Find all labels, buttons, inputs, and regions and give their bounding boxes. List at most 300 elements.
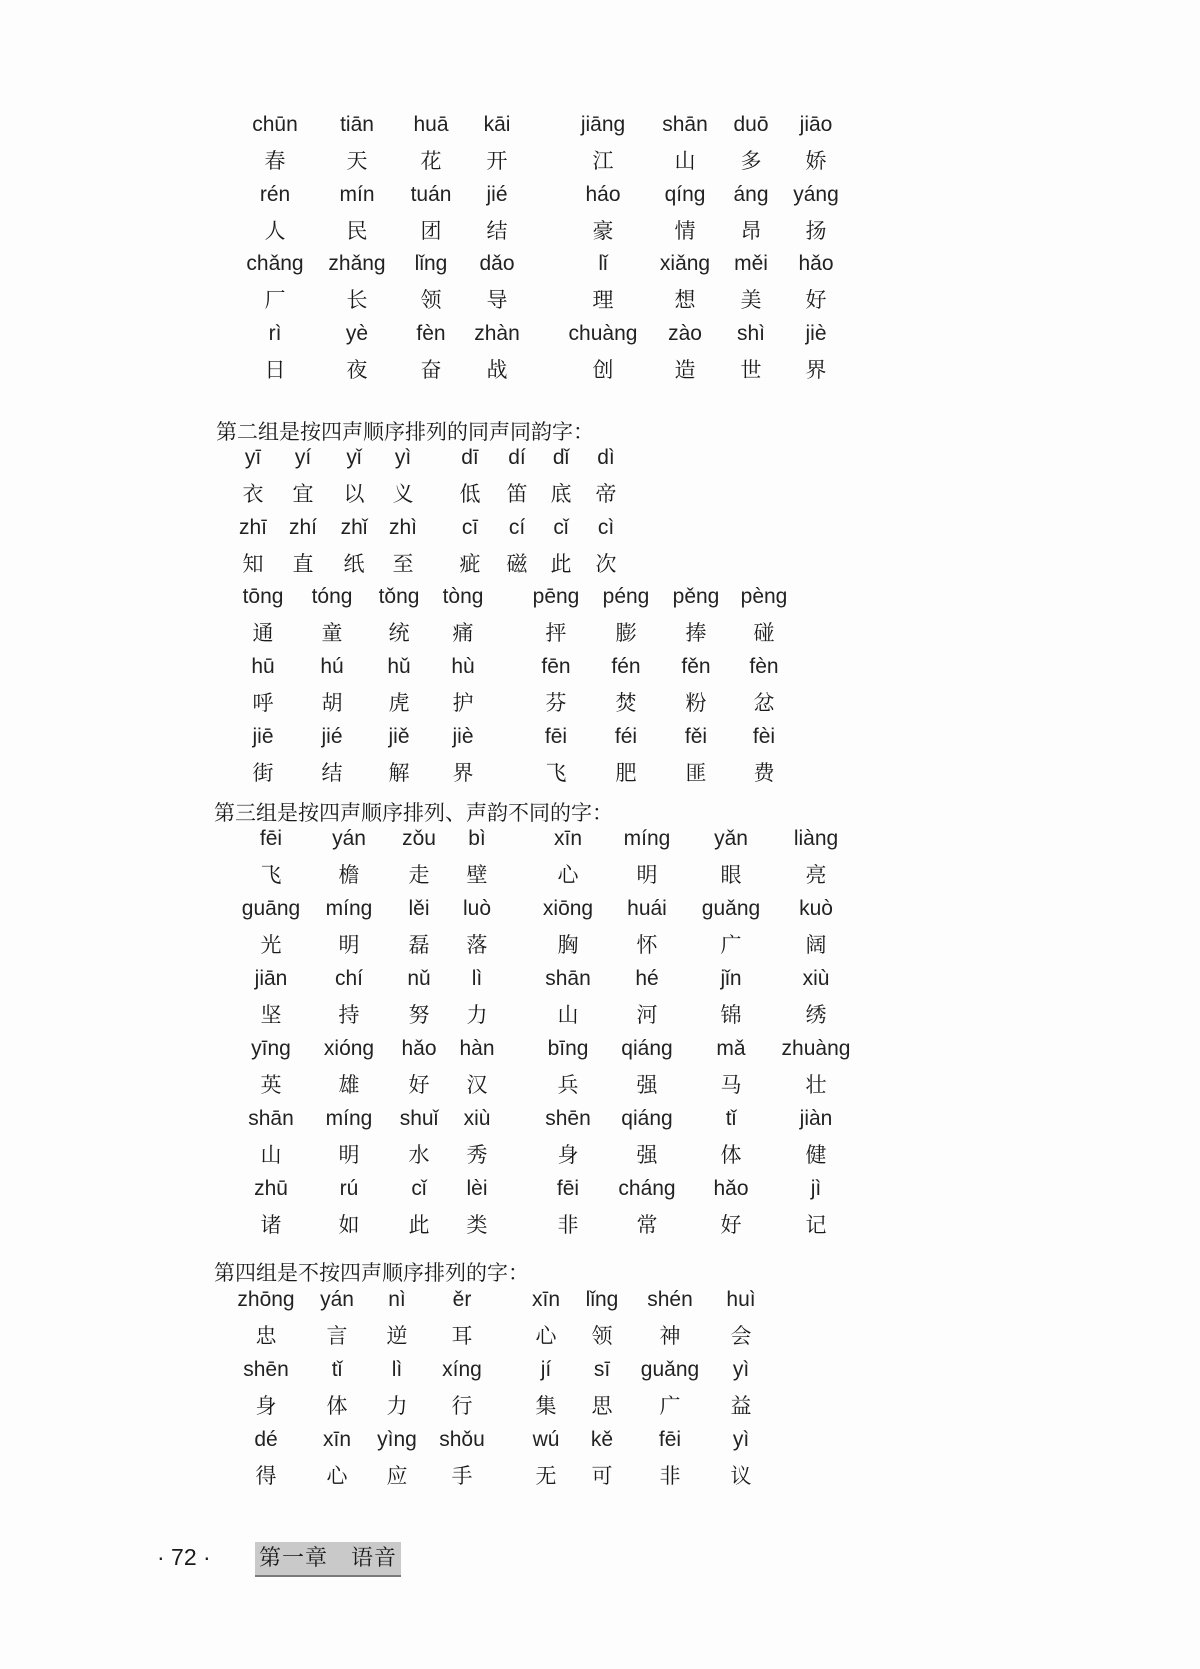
- pinyin-syllable: kāi: [483, 113, 511, 136]
- hanzi-character: 兵: [557, 1073, 579, 1097]
- pinyin-row: [0, 722, 1200, 752]
- pinyin-syllable: hàn: [459, 1037, 495, 1060]
- hanzi-character: 怀: [636, 933, 658, 957]
- pinyin-syllable: fēn: [541, 655, 571, 678]
- hanzi-row: [0, 1140, 1200, 1170]
- hanzi-character: 战: [486, 358, 508, 382]
- pinyin-syllable: fén: [611, 655, 641, 678]
- hanzi-character: 类: [466, 1213, 488, 1237]
- hanzi-character: 言: [326, 1324, 348, 1348]
- pinyin-syllable: péng: [602, 585, 650, 608]
- hanzi-character: 童: [321, 621, 343, 645]
- pinyin-syllable: tóng: [311, 585, 353, 608]
- pinyin-row: [0, 1425, 1200, 1455]
- pinyin-syllable: lěi: [408, 897, 430, 920]
- pinyin-row: [0, 1174, 1200, 1204]
- pinyin-row: [0, 824, 1200, 854]
- pinyin-syllable: fèn: [416, 322, 446, 345]
- pinyin-syllable: tòng: [442, 585, 484, 608]
- pinyin-syllable: sī: [593, 1358, 611, 1381]
- pinyin-syllable: shān: [662, 113, 708, 136]
- hanzi-character: 马: [720, 1073, 742, 1097]
- hanzi-character: 可: [591, 1464, 613, 1488]
- hanzi-character: 行: [451, 1394, 473, 1418]
- pinyin-syllable: zhì: [388, 516, 418, 539]
- hanzi-row: [0, 549, 1200, 579]
- hanzi-character: 身: [557, 1143, 579, 1167]
- pinyin-row: [0, 180, 1200, 210]
- hanzi-character: 理: [592, 288, 614, 312]
- hanzi-character: 美: [740, 288, 762, 312]
- hanzi-character: 界: [805, 358, 827, 382]
- pinyin-syllable: guǎng: [701, 897, 761, 920]
- pinyin-row: [0, 964, 1200, 994]
- hanzi-character: 此: [408, 1213, 430, 1237]
- pinyin-row: [0, 1104, 1200, 1134]
- pinyin-syllable: lèi: [466, 1177, 488, 1200]
- hanzi-character: 议: [730, 1464, 752, 1488]
- pinyin-syllable: fěn: [681, 655, 711, 678]
- pinyin-syllable: yán: [320, 1288, 354, 1311]
- pinyin-syllable: yì: [394, 446, 412, 469]
- hanzi-character: 磊: [408, 933, 430, 957]
- hanzi-character: 身: [255, 1394, 277, 1418]
- pinyin-syllable: qiáng: [621, 1037, 673, 1060]
- hanzi-character: 痛: [452, 621, 474, 645]
- hanzi-row: [0, 285, 1200, 315]
- pinyin-syllable: hǎo: [401, 1037, 437, 1060]
- hanzi-row: [0, 1000, 1200, 1030]
- hanzi-character: 以: [343, 482, 365, 506]
- pinyin-row: [0, 1034, 1200, 1064]
- hanzi-character: 非: [659, 1464, 681, 1488]
- pinyin-syllable: dǎo: [479, 252, 515, 275]
- hanzi-character: 广: [720, 933, 742, 957]
- pinyin-syllable: xiù: [802, 967, 830, 990]
- hanzi-character: 次: [595, 552, 617, 576]
- pinyin-syllable: cǐ: [553, 516, 569, 539]
- hanzi-character: 笛: [506, 482, 528, 506]
- hanzi-character: 好: [805, 288, 827, 312]
- pinyin-syllable: liàng: [793, 827, 839, 850]
- group-heading: 第二组是按四声顺序排列的同声同韵字：: [216, 420, 594, 444]
- pinyin-syllable: guāng: [241, 897, 301, 920]
- group-heading: 第三组是按四声顺序排列、声韵不同的字：: [214, 801, 613, 825]
- hanzi-character: 解: [388, 761, 410, 785]
- pinyin-syllable: pēng: [532, 585, 580, 608]
- hanzi-character: 碰: [753, 621, 775, 645]
- hanzi-character: 光: [260, 933, 282, 957]
- hanzi-row: [0, 1321, 1200, 1351]
- hanzi-character: 娇: [805, 149, 827, 173]
- hanzi-row: [0, 860, 1200, 890]
- hanzi-character: 衣: [242, 482, 264, 506]
- pinyin-syllable: shēn: [243, 1358, 289, 1381]
- hanzi-character: 创: [592, 358, 614, 382]
- hanzi-character: 强: [636, 1143, 658, 1167]
- pinyin-syllable: jiè: [805, 322, 827, 345]
- hanzi-character: 无: [535, 1464, 557, 1488]
- hanzi-character: 眼: [720, 863, 742, 887]
- pinyin-syllable: tǒng: [378, 585, 420, 608]
- hanzi-character: 明: [338, 1143, 360, 1167]
- hanzi-character: 界: [452, 761, 474, 785]
- hanzi-character: 壁: [466, 863, 488, 887]
- pinyin-syllable: dǐ: [552, 446, 570, 469]
- hanzi-character: 情: [674, 219, 696, 243]
- pinyin-syllable: bīng: [547, 1037, 589, 1060]
- pinyin-syllable: yáng: [793, 183, 839, 206]
- hanzi-character: 世: [740, 358, 762, 382]
- pinyin-syllable: fèi: [752, 725, 776, 748]
- hanzi-character: 抨: [545, 621, 567, 645]
- pinyin-syllable: fèn: [749, 655, 779, 678]
- pinyin-syllable: fēi: [658, 1428, 682, 1451]
- hanzi-character: 常: [636, 1213, 658, 1237]
- pinyin-syllable: cì: [597, 516, 615, 539]
- hanzi-character: 人: [264, 219, 286, 243]
- pinyin-syllable: wú: [532, 1428, 560, 1451]
- pinyin-syllable: yè: [345, 322, 369, 345]
- hanzi-character: 长: [346, 288, 368, 312]
- hanzi-character: 好: [408, 1073, 430, 1097]
- pinyin-syllable: bì: [468, 827, 486, 850]
- hanzi-character: 体: [720, 1143, 742, 1167]
- pinyin-syllable: chūn: [252, 113, 298, 136]
- pinyin-syllable: shuǐ: [399, 1107, 439, 1130]
- hanzi-character: 想: [674, 288, 696, 312]
- pinyin-row: [0, 894, 1200, 924]
- hanzi-character: 造: [674, 358, 696, 382]
- pinyin-syllable: dí: [508, 446, 526, 469]
- hanzi-character: 江: [592, 149, 614, 173]
- hanzi-character: 力: [466, 1003, 488, 1027]
- hanzi-character: 领: [420, 288, 442, 312]
- hanzi-row: [0, 930, 1200, 960]
- hanzi-character: 厂: [264, 288, 286, 312]
- hanzi-character: 持: [338, 1003, 360, 1027]
- hanzi-character: 纸: [343, 552, 365, 576]
- group-heading: 第四组是不按四声顺序排列的字：: [214, 1261, 529, 1285]
- pinyin-syllable: luò: [462, 897, 492, 920]
- pinyin-syllable: dé: [254, 1428, 278, 1451]
- pinyin-syllable: yǐ: [346, 446, 362, 469]
- pinyin-syllable: fēi: [544, 725, 568, 748]
- page-number: · 72 ·: [157, 1544, 211, 1570]
- hanzi-row: [0, 1070, 1200, 1100]
- hanzi-character: 宜: [292, 482, 314, 506]
- hanzi-character: 坚: [260, 1003, 282, 1027]
- pinyin-syllable: chǎng: [246, 252, 304, 275]
- hanzi-character: 胡: [321, 691, 343, 715]
- pinyin-syllable: xióng: [323, 1037, 375, 1060]
- pinyin-syllable: zhōng: [237, 1288, 295, 1311]
- pinyin-syllable: chuàng: [568, 322, 638, 345]
- pinyin-syllable: xīn: [553, 827, 583, 850]
- hanzi-character: 低: [459, 482, 481, 506]
- pinyin-syllable: yīng: [251, 1037, 291, 1060]
- pinyin-syllable: qíng: [664, 183, 706, 206]
- hanzi-character: 街: [252, 761, 274, 785]
- hanzi-character: 檐: [338, 863, 360, 887]
- pinyin-syllable: míng: [325, 897, 373, 920]
- pinyin-syllable: háo: [585, 183, 621, 206]
- hanzi-character: 扬: [805, 219, 827, 243]
- hanzi-character: 忠: [255, 1324, 277, 1348]
- hanzi-character: 秀: [466, 1143, 488, 1167]
- pinyin-syllable: jié: [486, 183, 508, 206]
- pinyin-syllable: jié: [321, 725, 343, 748]
- pinyin-syllable: zhī: [238, 516, 268, 539]
- pinyin-syllable: lì: [471, 967, 483, 990]
- pinyin-syllable: lǐng: [414, 252, 448, 275]
- pinyin-syllable: xīn: [531, 1288, 561, 1311]
- pinyin-syllable: lǐng: [585, 1288, 619, 1311]
- hanzi-row: [0, 216, 1200, 246]
- pinyin-row: [0, 249, 1200, 279]
- hanzi-character: 匪: [685, 761, 707, 785]
- pinyin-syllable: huā: [413, 113, 449, 136]
- pinyin-row: [0, 1285, 1200, 1315]
- pinyin-syllable: huì: [726, 1288, 756, 1311]
- hanzi-character: 好: [720, 1213, 742, 1237]
- hanzi-character: 义: [392, 482, 414, 506]
- pinyin-syllable: shì: [736, 322, 766, 345]
- hanzi-row: [0, 1210, 1200, 1240]
- pinyin-syllable: zào: [668, 322, 702, 345]
- hanzi-character: 此: [550, 552, 572, 576]
- hanzi-character: 山: [557, 1003, 579, 1027]
- hanzi-character: 多: [740, 149, 762, 173]
- hanzi-character: 花: [420, 149, 442, 173]
- hanzi-character: 天: [346, 149, 368, 173]
- hanzi-character: 胸: [557, 933, 579, 957]
- hanzi-character: 通: [252, 621, 274, 645]
- pinyin-row: [0, 319, 1200, 349]
- hanzi-character: 飞: [545, 761, 567, 785]
- hanzi-character: 豪: [592, 219, 614, 243]
- hanzi-character: 焚: [615, 691, 637, 715]
- hanzi-character: 阔: [805, 933, 827, 957]
- hanzi-character: 会: [730, 1324, 752, 1348]
- pinyin-syllable: xiù: [463, 1107, 491, 1130]
- pinyin-syllable: féi: [614, 725, 638, 748]
- pinyin-syllable: kuò: [799, 897, 833, 920]
- pinyin-syllable: tǐ: [725, 1107, 737, 1130]
- pinyin-syllable: cí: [508, 516, 526, 539]
- pinyin-row: [0, 652, 1200, 682]
- hanzi-character: 神: [659, 1324, 681, 1348]
- pinyin-syllable: jiè: [452, 725, 474, 748]
- hanzi-character: 明: [338, 933, 360, 957]
- hanzi-row: [0, 758, 1200, 788]
- pinyin-syllable: jiě: [388, 725, 410, 748]
- pinyin-syllable: áng: [733, 183, 769, 206]
- hanzi-character: 如: [338, 1213, 360, 1237]
- pinyin-syllable: xiǎng: [659, 252, 711, 275]
- pinyin-syllable: qiáng: [621, 1107, 673, 1130]
- hanzi-character: 捧: [685, 621, 707, 645]
- hanzi-character: 山: [260, 1143, 282, 1167]
- hanzi-character: 心: [535, 1324, 557, 1348]
- pinyin-syllable: shān: [248, 1107, 294, 1130]
- hanzi-character: 结: [321, 761, 343, 785]
- pinyin-syllable: tuán: [410, 183, 452, 206]
- pinyin-syllable: tōng: [242, 585, 284, 608]
- hanzi-character: 芬: [545, 691, 567, 715]
- pinyin-syllable: zǒu: [402, 827, 436, 850]
- pinyin-syllable: ěr: [452, 1288, 472, 1311]
- pinyin-syllable: yìng: [377, 1428, 417, 1451]
- pinyin-syllable: dì: [597, 446, 615, 469]
- pinyin-syllable: nǔ: [407, 967, 431, 990]
- hanzi-character: 心: [326, 1464, 348, 1488]
- hanzi-character: 飞: [260, 863, 282, 887]
- pinyin-syllable: zhuàng: [781, 1037, 851, 1060]
- hanzi-row: [0, 146, 1200, 176]
- pinyin-syllable: rén: [259, 183, 291, 206]
- pinyin-syllable: yí: [294, 446, 312, 469]
- pinyin-syllable: tǐ: [331, 1358, 343, 1381]
- hanzi-character: 心: [557, 863, 579, 887]
- hanzi-character: 夜: [346, 358, 368, 382]
- pinyin-syllable: yán: [332, 827, 366, 850]
- pinyin-syllable: mǎ: [716, 1037, 746, 1060]
- pinyin-syllable: jiāng: [580, 113, 626, 136]
- pinyin-syllable: fēi: [259, 827, 283, 850]
- hanzi-character: 耳: [451, 1324, 473, 1348]
- hanzi-character: 锦: [720, 1003, 742, 1027]
- pinyin-syllable: hú: [320, 655, 344, 678]
- hanzi-character: 壮: [805, 1073, 827, 1097]
- pinyin-syllable: jiāo: [799, 113, 833, 136]
- pinyin-row: [0, 582, 1200, 612]
- hanzi-character: 日: [264, 358, 286, 382]
- pinyin-syllable: xíng: [442, 1358, 482, 1381]
- pinyin-syllable: jì: [810, 1177, 822, 1200]
- pinyin-syllable: xiōng: [542, 897, 594, 920]
- pinyin-syllable: lì: [391, 1358, 403, 1381]
- hanzi-character: 明: [636, 863, 658, 887]
- hanzi-row: [0, 1461, 1200, 1491]
- pinyin-syllable: duō: [733, 113, 769, 136]
- hanzi-character: 河: [636, 1003, 658, 1027]
- hanzi-character: 健: [805, 1143, 827, 1167]
- pinyin-row: [0, 110, 1200, 140]
- pinyin-syllable: chí: [334, 967, 364, 990]
- pinyin-syllable: hé: [635, 967, 659, 990]
- hanzi-character: 努: [408, 1003, 430, 1027]
- hanzi-character: 诸: [260, 1213, 282, 1237]
- hanzi-row: [0, 618, 1200, 648]
- pinyin-syllable: zhǐ: [340, 516, 368, 539]
- hanzi-row: [0, 355, 1200, 385]
- hanzi-character: 思: [591, 1394, 613, 1418]
- pinyin-row: [0, 1355, 1200, 1385]
- hanzi-character: 忿: [753, 691, 775, 715]
- pinyin-syllable: xīn: [322, 1428, 352, 1451]
- pinyin-row: [0, 513, 1200, 543]
- hanzi-row: [0, 479, 1200, 509]
- hanzi-character: 手: [451, 1464, 473, 1488]
- pinyin-syllable: hù: [451, 655, 475, 678]
- hanzi-character: 昂: [740, 219, 762, 243]
- hanzi-character: 得: [255, 1464, 277, 1488]
- pinyin-syllable: jí: [540, 1358, 552, 1381]
- hanzi-character: 至: [392, 552, 414, 576]
- pinyin-row: [0, 443, 1200, 473]
- hanzi-character: 民: [346, 219, 368, 243]
- hanzi-character: 导: [486, 288, 508, 312]
- hanzi-row: [0, 1391, 1200, 1421]
- hanzi-character: 春: [264, 149, 286, 173]
- hanzi-character: 肥: [615, 761, 637, 785]
- hanzi-character: 力: [386, 1394, 408, 1418]
- hanzi-character: 护: [452, 691, 474, 715]
- pinyin-syllable: mín: [339, 183, 375, 206]
- pinyin-syllable: pèng: [740, 585, 788, 608]
- pinyin-syllable: hū: [251, 655, 275, 678]
- pinyin-syllable: shēn: [545, 1107, 591, 1130]
- pinyin-syllable: rì: [268, 322, 282, 345]
- pinyin-syllable: hǔ: [387, 655, 411, 678]
- pinyin-syllable: yǎn: [714, 827, 748, 850]
- hanzi-character: 非: [557, 1213, 579, 1237]
- hanzi-character: 结: [486, 219, 508, 243]
- hanzi-character: 强: [636, 1073, 658, 1097]
- hanzi-character: 益: [730, 1394, 752, 1418]
- pinyin-syllable: hǎo: [798, 252, 834, 275]
- pinyin-syllable: cī: [461, 516, 479, 539]
- pinyin-syllable: jiē: [252, 725, 274, 748]
- pinyin-syllable: shǒu: [439, 1428, 485, 1451]
- pinyin-syllable: míng: [325, 1107, 373, 1130]
- pinyin-syllable: pěng: [672, 585, 720, 608]
- hanzi-character: 粉: [685, 691, 707, 715]
- pinyin-syllable: yì: [732, 1358, 750, 1381]
- hanzi-character: 走: [408, 863, 430, 887]
- hanzi-character: 雄: [338, 1073, 360, 1097]
- hanzi-character: 应: [386, 1464, 408, 1488]
- hanzi-character: 呼: [252, 691, 274, 715]
- hanzi-character: 汉: [466, 1073, 488, 1097]
- hanzi-character: 开: [486, 149, 508, 173]
- hanzi-character: 领: [591, 1324, 613, 1348]
- hanzi-character: 记: [805, 1213, 827, 1237]
- hanzi-character: 奋: [420, 358, 442, 382]
- pinyin-syllable: cǐ: [411, 1177, 427, 1200]
- chapter-label: 第一章 语音: [255, 1542, 401, 1577]
- pinyin-syllable: zhí: [288, 516, 318, 539]
- hanzi-character: 山: [674, 149, 696, 173]
- hanzi-character: 知: [242, 552, 264, 576]
- pinyin-syllable: fěi: [684, 725, 708, 748]
- pinyin-syllable: míng: [623, 827, 671, 850]
- pinyin-syllable: měi: [734, 252, 768, 275]
- pinyin-syllable: rú: [339, 1177, 359, 1200]
- pinyin-syllable: huái: [627, 897, 667, 920]
- hanzi-character: 集: [535, 1394, 557, 1418]
- pinyin-syllable: hǎo: [713, 1177, 749, 1200]
- hanzi-character: 磁: [506, 552, 528, 576]
- pinyin-syllable: shén: [647, 1288, 693, 1311]
- hanzi-character: 团: [420, 219, 442, 243]
- hanzi-character: 费: [753, 761, 775, 785]
- pinyin-syllable: dī: [461, 446, 479, 469]
- hanzi-character: 逆: [386, 1324, 408, 1348]
- hanzi-character: 亮: [805, 863, 827, 887]
- pinyin-syllable: kě: [590, 1428, 614, 1451]
